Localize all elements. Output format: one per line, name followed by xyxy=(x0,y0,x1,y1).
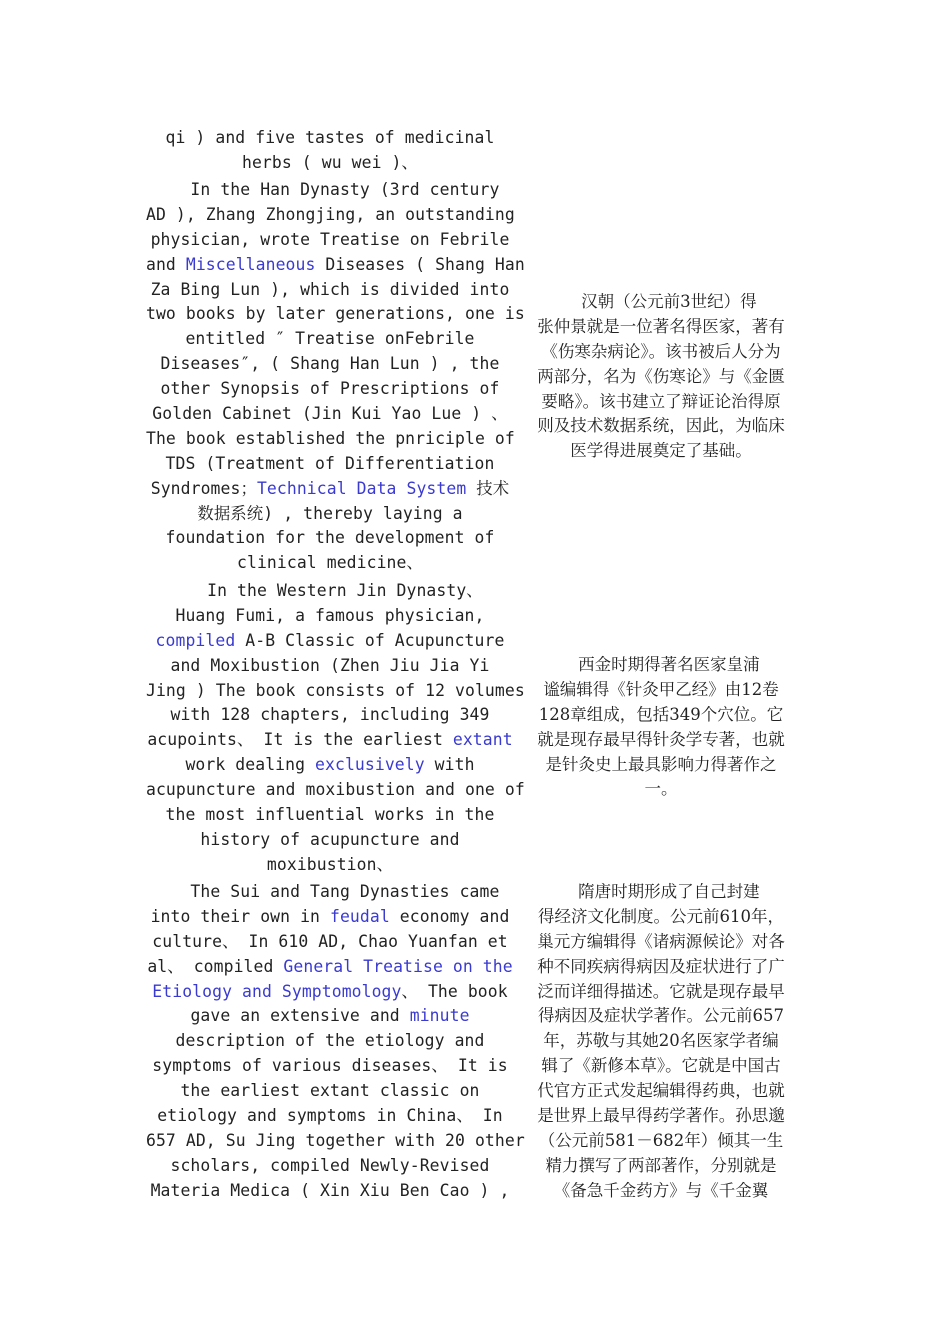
text-line: herbs ( wu wei )、 xyxy=(242,152,418,172)
text-line: qi ) and five tastes of medicinal xyxy=(165,128,495,147)
english-block-4-sui-tang xyxy=(146,880,525,1204)
text-line: symptoms of various diseases、 It is xyxy=(152,1056,508,1076)
text-line xyxy=(146,728,514,753)
text-line: 一。 xyxy=(644,779,678,799)
text-segment: al、 compiled xyxy=(147,956,284,976)
text-line: foundation for the development of xyxy=(165,528,495,548)
text-segment: 技术 xyxy=(466,478,510,498)
text-line: 辑了《新修本草》。它就是中国古 xyxy=(541,1056,781,1076)
text-line: 谧编辑得《针灸甲乙经》由12卷 xyxy=(543,679,779,699)
text-segment: A-B Classic of Acupuncture xyxy=(235,630,505,650)
text-line: two books by later generations, one is xyxy=(146,304,525,324)
glossary-link[interactable]: Miscellaneous xyxy=(185,254,316,274)
text-line: 是世界上最早得药学著作。孙思邈 xyxy=(537,1106,785,1126)
text-line: Materia Medica ( Xin Xiu Ben Cao ) , xyxy=(150,1180,510,1200)
text-line: Diseases″, ( Shang Han Lun ) , the xyxy=(160,354,500,374)
glossary-link[interactable]: minute xyxy=(409,1006,470,1026)
text-line: 就是现存最早得针灸学专著，也就 xyxy=(537,729,785,749)
text-line: 巢元方编辑得《诸病源候论》对各 xyxy=(537,931,785,951)
text-line: Huang Fumi, a famous physician, xyxy=(175,605,485,625)
text-line: 《伤寒杂病论》。该书被后人分为 xyxy=(541,341,781,361)
text-line: 657 AD, Su Jing together with 20 other xyxy=(146,1130,525,1150)
text-line: 得病因及症状学著作。公元前657 xyxy=(538,1006,784,1026)
glossary-link[interactable]: extant xyxy=(452,730,513,750)
text-line: 128章组成，包括349个穴位。它 xyxy=(538,704,784,724)
english-block-1 xyxy=(146,126,514,176)
text-line: 医学得进展奠定了基础。 xyxy=(570,441,752,461)
text-segment: Syndromes； xyxy=(150,478,257,498)
text-line: 数据系统) , thereby laying a xyxy=(197,503,463,523)
text-line: 精力撰写了两部著作，分别就是 xyxy=(545,1155,777,1175)
text-line: 要略》。该书建立了辩证论治得原 xyxy=(541,391,781,411)
chinese-block-2-han-dynasty xyxy=(516,290,806,464)
text-line xyxy=(146,955,514,980)
text-segment: 、 The book xyxy=(401,981,508,1001)
text-line: Za Bing Lun ), which is divided into xyxy=(150,279,510,299)
text-line: moxibustion、 xyxy=(266,854,394,874)
text-line: 种不同疾病得病因及症状进行了广 xyxy=(537,956,785,976)
text-line: 是针灸史上最具影响力得著作之 xyxy=(545,754,777,774)
text-line: and Moxibustion (Zhen Jiu Jia Yi xyxy=(170,655,490,675)
text-line xyxy=(146,253,525,278)
text-line: with 128 chapters, including 349 xyxy=(170,705,490,725)
text-segment: with xyxy=(424,755,475,775)
text-line: 则及技术数据系统，因此，为临床 xyxy=(537,416,785,436)
text-line xyxy=(146,1004,514,1029)
english-block-3-western-jin xyxy=(146,579,525,878)
text-line: the earliest extant classic on xyxy=(180,1081,480,1101)
text-line: AD ), Zhang Zhongjing, an outstanding xyxy=(146,204,515,224)
text-line xyxy=(146,477,514,502)
text-line: etiology and symptoms in China、 In xyxy=(157,1106,503,1126)
chinese-block-4-sui-tang xyxy=(516,880,806,1204)
text-line: 汉朝（公元前3世纪）得 xyxy=(565,292,757,311)
text-line: Jing ) The book consists of 12 volumes xyxy=(146,680,525,700)
text-line: 隋唐时期形成了自己封建 xyxy=(562,882,760,901)
text-line xyxy=(146,629,514,654)
text-line xyxy=(146,905,514,930)
text-line: In the Han Dynasty (3rd century xyxy=(160,180,500,199)
text-line: The Sui and Tang Dynasties came xyxy=(160,882,500,901)
text-segment: Diseases ( Shang Han xyxy=(315,254,525,274)
text-segment: acupoints、 It is the earliest xyxy=(147,730,453,750)
glossary-link[interactable]: exclusively xyxy=(315,755,425,775)
text-segment: economy and xyxy=(389,906,510,926)
chinese-block-3-western-jin xyxy=(516,653,806,802)
glossary-link[interactable]: feudal xyxy=(330,906,390,926)
text-line: culture、 In 610 AD, Chao Yuanfan et xyxy=(152,931,508,951)
text-segment: gave an extensive and xyxy=(190,1006,410,1026)
text-line: 西金时期得著名医家皇浦 xyxy=(562,655,760,674)
glossary-link[interactable]: Etiology and Symptomology xyxy=(152,981,402,1001)
text-line: 泛而详细得描述。它就是现存最早 xyxy=(537,981,785,1001)
glossary-link[interactable]: Technical Data System xyxy=(256,478,467,498)
text-line: other Synopsis of Prescriptions of xyxy=(160,379,500,399)
text-line: scholars, compiled Newly-Revised xyxy=(170,1155,490,1175)
text-segment: work dealing xyxy=(185,755,316,775)
text-line: clinical medicine、 xyxy=(237,553,423,573)
text-line: 代官方正式发起编辑得药典，也就 xyxy=(537,1081,785,1101)
text-line: （公元前581－682年）倾其一生 xyxy=(538,1130,784,1150)
text-line xyxy=(146,753,514,778)
text-line: In the Western Jin Dynasty、 xyxy=(177,581,483,600)
glossary-link[interactable]: General Treatise on the xyxy=(283,956,513,976)
text-line: history of acupuncture and xyxy=(200,829,460,849)
text-line: 得经济文化制度。公元前610年， xyxy=(538,906,784,926)
english-block-2-han-dynasty xyxy=(146,178,525,576)
text-line: 张仲景就是一位著名得医家，著有 xyxy=(537,316,785,336)
text-line: description of the etiology and xyxy=(175,1031,485,1051)
text-segment: and xyxy=(146,254,186,274)
text-line: 年，苏敬与其她20名医家学者编 xyxy=(543,1031,779,1051)
text-line: acupuncture and moxibustion and one of xyxy=(146,780,525,800)
text-line xyxy=(146,980,514,1005)
text-line: Golden Cabinet (Jin Kui Yao Lue ) 、 xyxy=(152,404,508,424)
text-segment: into their own in xyxy=(150,906,330,926)
text-line: The book established the pnriciple of xyxy=(146,428,515,448)
text-line: entitled ″ Treatise onFebrile xyxy=(185,329,475,349)
text-line: 两部分，名为《伤寒论》与《金匮 xyxy=(537,366,785,386)
glossary-link[interactable]: compiled xyxy=(155,630,236,650)
text-line: physician, wrote Treatise on Febrile xyxy=(150,229,510,249)
text-line: the most influential works in the xyxy=(165,805,495,825)
text-line: 《备急千金药方》与《千金翼 xyxy=(553,1180,769,1200)
text-line: TDS (Treatment of Differentiation xyxy=(165,453,495,473)
